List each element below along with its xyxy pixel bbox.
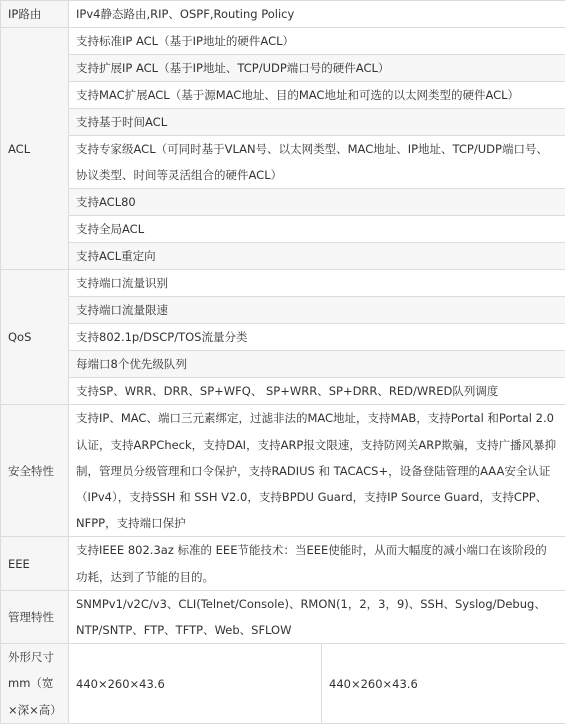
acl-row	[1, 136, 565, 189]
security-value: 支持IP、MAC、端口三元素绑定，过滤非法的MAC地址，支持MAB，支持Portal 和Portal 2.0认证，支持ARPCheck，支持DAI，支持ARP报文限速，支持防网关ARP欺骗，支持广播风暴抑制，管理员分级管理和口令保护，支持RADIUS 和 TACACS+，设备登陆管理的AAA安全认证（IPv4），支持SSH 和 SSH V2.0，支持BPDU Guard，支持IP Source Guard，支持CPP、NFPP，支持端口保护	[69, 405, 565, 537]
management-value: SNMPv1/v2C/v3、CLI(Telnet/Console)、RMON(1，2，3，9)、SSH、Syslog/Debug、NTP/SNTP、FTP、TFTP、Web、SFLOW	[69, 590, 565, 643]
security-label: 安全特性	[1, 405, 69, 537]
qos-row	[1, 324, 565, 351]
management-label: 管理特性	[1, 590, 69, 643]
dimensions-row	[1, 644, 565, 724]
dimensions-label: 外形尺寸mm（宽×深×高）	[1, 644, 69, 724]
row-ip-route	[1, 1, 565, 28]
qos-item: 支持端口流量识别	[69, 270, 565, 297]
qos-item: 支持端口流量限速	[69, 297, 565, 324]
acl-row	[1, 55, 565, 82]
eee-label: EEE	[1, 537, 69, 590]
acl-item: 支持全局ACL	[69, 216, 565, 243]
acl-row	[1, 243, 565, 270]
qos-row	[1, 297, 565, 324]
acl-row	[1, 28, 565, 55]
qos-label: QoS	[1, 270, 69, 405]
acl-row	[1, 109, 565, 136]
qos-item: 支持SP、WRR、DRR、SP+WFQ、 SP+WRR、SP+DRR、RED/WRED队列调度	[69, 378, 565, 405]
ip-route-label: IP路由	[1, 1, 69, 28]
dimensions-value-b: 440×260×43.6	[322, 644, 565, 724]
acl-item: 支持标准IP ACL（基于IP地址的硬件ACL）	[69, 28, 565, 55]
acl-item: 支持ACL重定向	[69, 243, 565, 270]
acl-row	[1, 216, 565, 243]
security-row	[1, 405, 565, 537]
acl-label: ACL	[1, 28, 69, 270]
dimensions-value-a: 440×260×43.6	[69, 644, 322, 724]
acl-row	[1, 82, 565, 109]
qos-row	[1, 351, 565, 378]
acl-item: 支持MAC扩展ACL（基于源MAC地址、目的MAC地址和可选的以太网类型的硬件ACL）	[69, 82, 565, 109]
qos-row	[1, 270, 565, 297]
eee-row	[1, 537, 565, 590]
acl-item: 支持专家级ACL（可同时基于VLAN号、以太网类型、MAC地址、IP地址、TCP/UDP端口号、协议类型、时间等灵活组合的硬件ACL）	[69, 136, 565, 189]
acl-row	[1, 189, 565, 216]
eee-value: 支持IEEE 802.3az 标准的 EEE节能技术：当EEE使能时，从而大幅度的减小端口在该阶段的功耗，达到了节能的目的。	[69, 537, 565, 590]
ip-route-value: IPv4静态路由,RIP、OSPF,Routing Policy	[69, 1, 565, 28]
acl-item: 支持扩展IP ACL（基于IP地址、TCP/UDP端口号的硬件ACL）	[69, 55, 565, 82]
qos-row	[1, 378, 565, 405]
acl-item: 支持ACL80	[69, 189, 565, 216]
management-row	[1, 590, 565, 643]
acl-item: 支持基于时间ACL	[69, 109, 565, 136]
qos-item: 每端口8个优先级队列	[69, 351, 565, 378]
qos-item: 支持802.1p/DSCP/TOS流量分类	[69, 324, 565, 351]
